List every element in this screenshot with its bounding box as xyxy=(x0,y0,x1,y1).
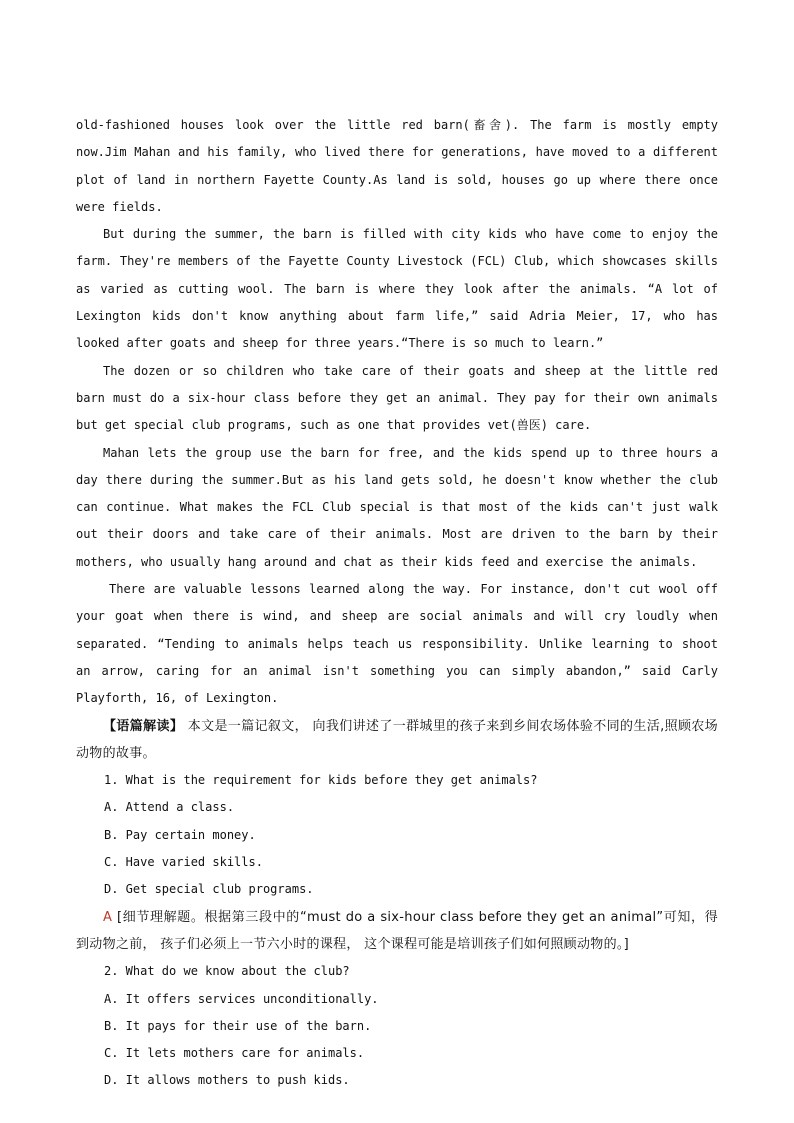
analysis-label: 【语篇解读】 xyxy=(103,718,184,734)
passage-paragraph-1: old-fashioned houses look over the little red barn(畜舍). The farm is mostly empty now.Jim Mahan and his family, who lived there for generations, have moved to a different plot of land in northern Fayette County.As land is sold, houses go up where there once were fields. xyxy=(76,118,718,214)
question-1-explanation-paragraph xyxy=(76,904,718,959)
question-1-option-d: D. Get special club programs. xyxy=(104,882,314,897)
question-2-option-d: D. It allows mothers to push kids. xyxy=(104,1073,350,1088)
question-2-option-c: C. It lets mothers care for animals. xyxy=(104,1046,365,1061)
question-1-option-b: B. Pay certain money. xyxy=(104,827,256,842)
analysis-paragraph xyxy=(76,713,718,768)
question-1-option-c: C. Have varied skills. xyxy=(104,855,263,870)
question-2-option-b: B. It pays for their use of the barn. xyxy=(104,1018,372,1033)
question-1-explanation: [细节理解题。根据第三段中的“must do a six-hour class before they get an animal”可知，得到动物之前， 孩子们必须上一节六小时的课程， 这个课程可能是培训孩子们如何照顾动物的。] xyxy=(76,909,718,952)
question-1-answer-letter: A xyxy=(103,909,113,925)
analysis-text: 本文是一篇记叙文， 向我们讲述了一群城里的孩子来到乡间农场体验不同的生活,照顾农场动物的故事。 xyxy=(76,718,718,761)
passage-paragraph-3: The dozen or so children who take care of their goats and sheep at the little red barn must do a six-hour class before they get an animal. They pay for their own animals but get special club programs, such as one that provides vet(兽医) care. xyxy=(76,363,718,433)
document-body xyxy=(76,112,718,1095)
passage-paragraph-5: There are valuable lessons learned along the way. For instance, don't cut wool off your goat when there is wind, and sheep are social animals and will cry loudly when separated. “Tending to animals helps teach us responsibility. Unlike learning to shoot an arrow, caring for an animal isn't something you can simply abandon,” said Carly Playforth, 16, of Lexington. xyxy=(76,582,718,706)
passage-paragraph-4: Mahan lets the group use the barn for free, and the kids spend up to three hours a day there during the summer.But as his land gets sold, he doesn't know whether the club can continue. What makes the FCL Club special is that most of the kids can't just walk out their doors and take care of their animals. Most are driven to the barn by their mothers, who usually hang around and chat as their kids feed and exercise the animals. xyxy=(76,445,718,569)
passage-paragraph-2: But during the summer, the barn is filled with city kids who have come to enjoy the farm. They're members of the Fayette County Livestock (FCL) Club, which showcases skills as varied as cutting wool. The barn is where they look after the animals. “A lot of Lexington kids don't know anything about farm life,” said Adria Meier, 17, who has looked after goats and sheep for three years.“There is so much to learn.” xyxy=(76,227,718,351)
question-2-option-a: A. It offers services unconditionally. xyxy=(104,991,379,1006)
question-1-stem: 1. What is the requirement for kids before they get animals? xyxy=(104,773,538,788)
question-1-option-a: A. Attend a class. xyxy=(104,800,235,815)
question-2-stem: 2. What do we know about the club? xyxy=(104,964,350,979)
